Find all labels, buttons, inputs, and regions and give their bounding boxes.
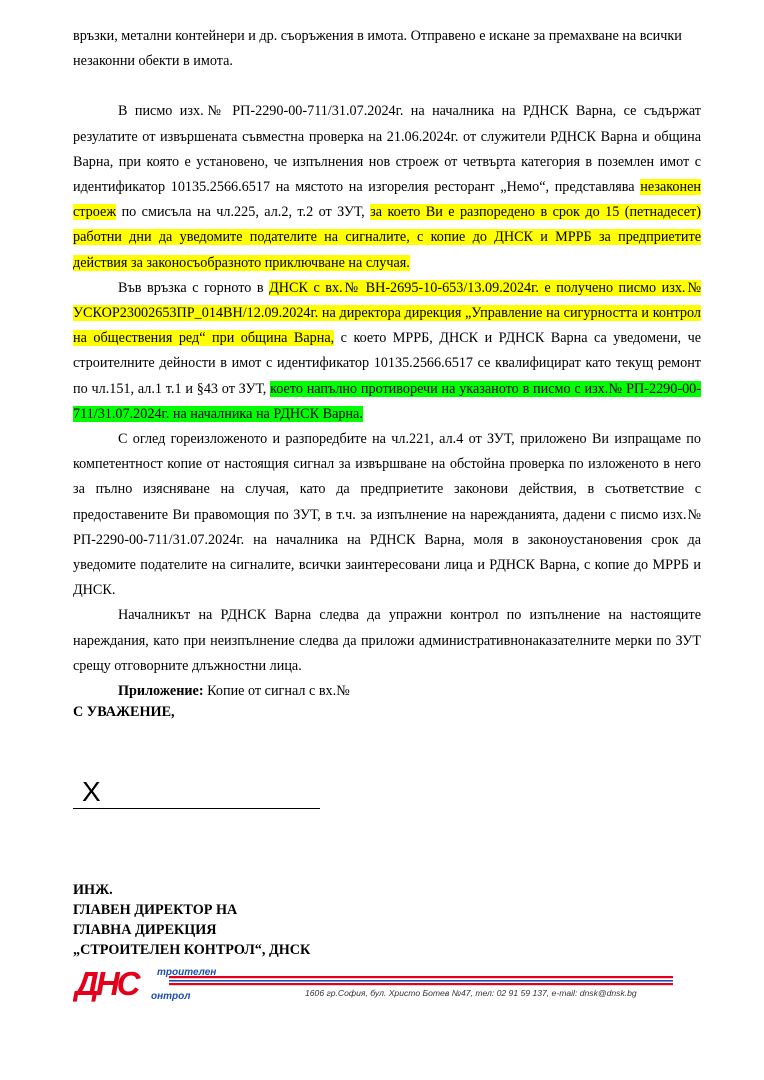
attachment-line (73, 679, 701, 704)
paragraph-2-text-a: Във връзка с горното в (118, 279, 270, 296)
logo-stripe-red-2 (169, 983, 673, 985)
paragraph-4: Началникът на РДНСК Варна следва да упражни контрол по изпълнение на настоящите нареждания, като при неизпълнение следва да приложи административнонаказателните мерки по ЗУТ срещу отговорните длъжностни лица. (73, 607, 701, 674)
paragraph-0-line-1: връзки, метални контейнери и др. съоръжения в имота. Отправено е искане за премахване на всички (73, 28, 682, 44)
signature-line (73, 808, 320, 809)
highlight-illegal-construction: незаконен строеж (73, 179, 701, 221)
letter-body (73, 24, 701, 704)
attachment-label: Приложение: (118, 683, 204, 700)
closing-greeting: С УВАЖЕНИЕ, (73, 704, 175, 720)
paragraph-1 (73, 99, 701, 275)
signatory-position-1: ГЛАВЕН ДИРЕКТОР НА (73, 902, 238, 918)
highlight-received-letter: ДНСК с вх.№ ВН-2695-10-653/13.09.2024г. е получено писмо изх.№ УСКОР23002653ПР_014ВН/12.09.2024г. на директора дирекция „Управление на сигурността и контрол на обществения ред“ при община Варна, (73, 279, 701, 347)
attachment-text: Копие от сигнал с вх.№ (203, 683, 350, 700)
paragraph-0 (73, 24, 701, 74)
logo-word-control: онтрол (151, 991, 191, 1002)
highlight-contradiction: което напълно противоречи на указаното в писмо с изх.№ РП-2290-00-711/31.07.2024г. на началника на РДНСК Варна. (73, 380, 701, 422)
footer (73, 962, 673, 1006)
footer-contact: 1606 гр.София, бул. Христо Ботев №47, тел: 02 91 59 137, e-mail: dnsk@dnsk.bg (305, 988, 637, 998)
paragraph-1-text-a: В писмо изх.№ РП-2290-00-711/31.07.2024г. на началника на РДНСК Варна, се съдържат резулатите от извършената съвместна проверка на 21.06.2024г. от служители РДНСК Варна и община Варна, при която е установено, че изпълнения нов строеж от четвърта категория в поземлен имот с идентификатор 10135.2566.6517 на мястото на изгорелия ресторант „Немо“, представлява (73, 103, 701, 196)
signatory-position-3: „СТРОИТЕЛЕН КОНТРОЛ“, ДНСК (73, 942, 311, 958)
signatory-block (73, 880, 310, 960)
highlight-deadline-order: за което Ви е разпоредено в срок до 15 (петнадесет) работни дни да уведомите подателите на сигналите, с копие до ДНСК и МРРБ за предприетите действия за законосъобразното приключване на случая. (73, 204, 701, 271)
paragraph-0-line-2: незаконни обекти в имота. (73, 53, 233, 70)
logo-word-construction: троителен (157, 967, 217, 978)
logo-stripe-red-1 (169, 976, 673, 978)
logo-letters: ДНС (75, 965, 138, 1002)
signature-mark: X (82, 776, 101, 807)
logo-stripe-blue (169, 980, 673, 982)
paragraph-3: С оглед гореизложеното и разпоредбите на чл.221, ал.4 от ЗУТ, приложено Ви изпращаме по компетентност копие от настоящия сигнал за извършване на обстойна проверка по изложеното в него за пълно изясняване на случая, като да предприетите законови действия, в съответствие с предоставените Ви правомощия по ЗУТ, в т.ч. за изпълнение на нарежданията, дадени с писмо изх.№ РП-2290-00-711/31.07.2024г. на началника на РДНСК Варна, моля в законоустановения срок да уведомите подателите на сигналите, всички заинтересовани лица и РДНСК Варна, с копие до МРРБ и ДНСК. (73, 431, 701, 599)
paragraph-2 (73, 276, 701, 427)
dnsk-logo (73, 962, 673, 1006)
paragraph-1-text-b: по смисъла на чл.225, ал.2, т.2 от ЗУТ, (116, 204, 371, 221)
signatory-position-2: ГЛАВНА ДИРЕКЦИЯ (73, 922, 217, 938)
paragraph-2-text-b: с което МРРБ, ДНСК и РДНСК Варна са уведомени, че строителните дейности в имот с идентификатор 10135.2566.6517 се квалифицират като текущ ремонт по чл.151, ал.1 т.1 и §43 от ЗУТ, (73, 330, 701, 397)
signatory-title: ИНЖ. (73, 882, 113, 898)
